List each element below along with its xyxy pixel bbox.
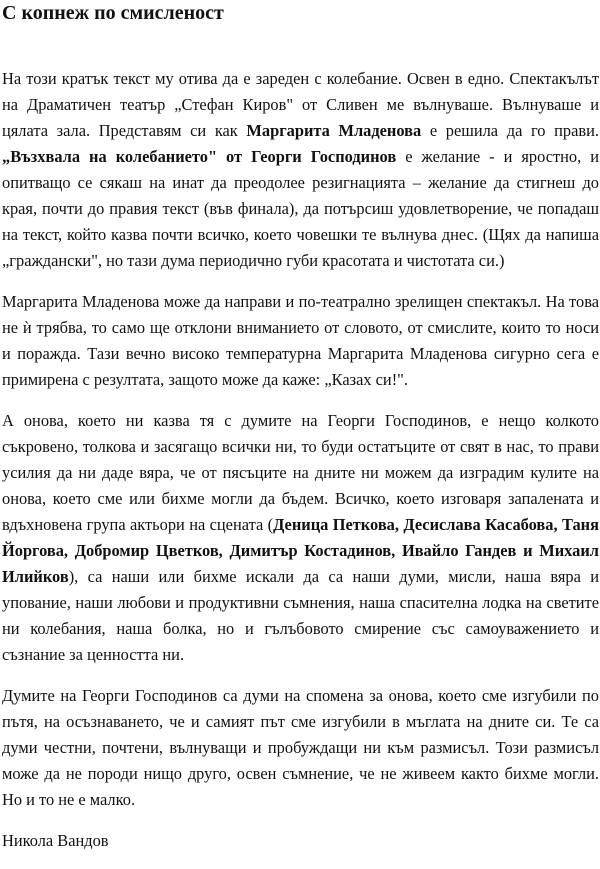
- bold-name: Маргарита Младенова: [246, 121, 422, 140]
- paragraph-1: [2, 66, 599, 274]
- article-body: [2, 66, 599, 869]
- paragraph-2: [2, 289, 599, 393]
- text: ), са наши или бихме искали да са наши думи, мисли, наша вяра и упование, наши любови и продуктивни съмнения, наша спасителна лодка на светите ни колебания, наша болка, но и гълъбовото смирение със самоуважението и съзнание за ценността ни.: [2, 567, 599, 664]
- text: На този кратък текст му отива да е зареден с колебание. Освен в едно. Спектакълът на Драматичен театър „Стефан Киров" от Сливен ме вълнуваше. Вълнуваше и цялата зала. Представям си как: [2, 69, 599, 140]
- paragraph-4: [2, 683, 599, 813]
- paragraph-3: [2, 408, 599, 668]
- text: Думите на Георги Господинов са думи на спомена за онова, което сме изгубили по пътя, на осъзнаването, че и самият път сме изгубили в мъглата на дните си. Те са думи честни, почтени, вълнуващи и пробуждащи ни към размисъл. Този размисъл може да не породи нищо друго, освен съмнение, че не живеем както бихме могли. Но и то не е малко.: [2, 686, 599, 809]
- text: е решила да го прави.: [421, 121, 599, 140]
- bold-cast-list: Деница Петкова, Десислава Касабова, Таня Йоргова, Добромир Цветков, Димитър Костадинов, Ивайло Гандев и Михаил Илийков: [2, 515, 599, 586]
- bold-play-title: „Възхвала на колебанието" от Георги Господинов: [2, 147, 397, 166]
- signature: Никола Вандов: [2, 831, 109, 850]
- article-title: С копнеж по смисленост: [2, 2, 224, 24]
- text: Маргарита Младенова може да направи и по-театрално зрелищен спектакъл. На това не ѝ трябва, то само ще отклони вниманието от словото, от смислите, които то носи и поражда. Тази вечно високо температурна Маргарита Младенова сигурно сега е примирена с резултата, защото може да каже: „Казах си!".: [2, 292, 599, 389]
- text: е желание - и яростно, и опитващо се сякаш на инат да преодолее резигнацията – желание да стигнеш до края, почти до правия текст (във финала), да потърсиш удовлетворение, че попадаш на текст, който казва почти всичко, което човешки те вълнува днес. (Щях да напиша „граждански", но тази дума периодично губи красотата и чистотата си.): [2, 147, 599, 270]
- text: А онова, което ни казва тя с думите на Георги Господинов, е нещо колкото съкровено, толкова и засягащо всички ни, то буди остатъците от свят в нас, то прави усилия да ни даде вяра, че от пясъците на дните ни можем да изградим кулите на онова, което сме или бихме могли да бъдем. Всичко, което изговаря запалената и вдъхновена група актьори на сцената (: [2, 411, 599, 534]
